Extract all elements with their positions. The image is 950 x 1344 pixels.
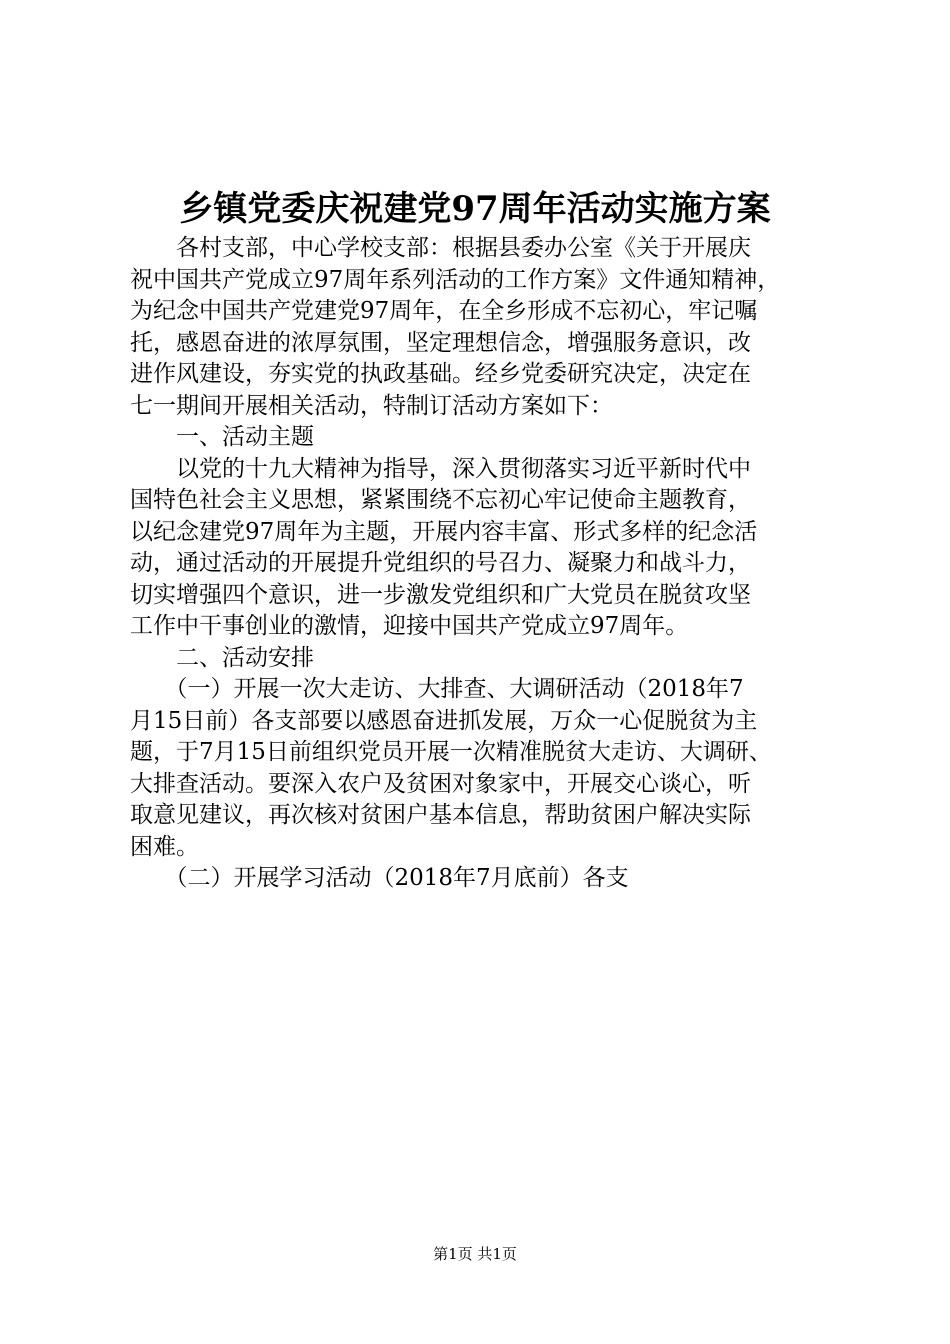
body-line: 国特色社会主义思想，紧紧围绕不忘初心牢记使命主题教育， [130, 487, 751, 513]
body-line: 以党的十九大精神为指导，深入贯彻落实习近平新时代中 [130, 455, 751, 482]
body-line: 七一期间开展相关活动，特制订活动方案如下： [130, 392, 613, 419]
body-line: 取意见建议，再次核对贫困户基本信息，帮助贫困户解决实际 [130, 802, 751, 828]
body-line: 工作中干事创业的激情，迎接中国共产党成立97周年。 [130, 613, 689, 639]
body-line: 切实增强四个意识，进一步激发党组织和广大党员在脱贫攻坚 [130, 581, 751, 608]
body-line: 以纪念建党97周年为主题，开展内容丰富、形式多样的纪念活 [130, 518, 758, 545]
section-heading: 二、活动安排 [130, 644, 314, 671]
document-body [130, 233, 830, 895]
body-line: 月15日前）各支部要以感恩奋进抓发展，万众一心促脱贫为主 [130, 707, 758, 734]
body-line: 祝中国共产党成立97周年系列活动的工作方案》文件通知精神， [130, 266, 781, 293]
body-line: （一）开展一次大走访、大排查、大调研活动（2018年7 [130, 676, 744, 702]
body-line: 为纪念中国共产党建党97周年，在全乡形成不忘初心，牢记嘱 [130, 298, 758, 324]
body-line: 托，感恩奋进的浓厚氛围，坚定理想信念，增强服务意识，改 [130, 329, 751, 356]
body-line: 困难。 [130, 833, 199, 860]
document-title: 乡镇党委庆祝建党97周年活动实施方案 [179, 189, 771, 229]
body-line: （二）开展学习活动（2018年7月底前）各支 [130, 865, 629, 891]
body-line: 进作风建设，夯实党的执政基础。经乡党委研究决定，决定在 [130, 361, 751, 387]
body-line: 题，于7月15日前组织党员开展一次精准脱贫大走访、大调研、 [130, 739, 772, 765]
body-line: 各村支部，中心学校支部：根据县委办公室《关于开展庆 [130, 235, 751, 261]
body-line: 大排查活动。要深入农户及贫困对象家中，开展交心谈心，听 [130, 770, 751, 797]
body-line: 动，通过活动的开展提升党组织的号召力、凝聚力和战斗力， [130, 550, 751, 576]
section-heading: 一、活动主题 [130, 424, 314, 450]
page-number-footer: 第1页 共1页 [433, 1245, 517, 1263]
